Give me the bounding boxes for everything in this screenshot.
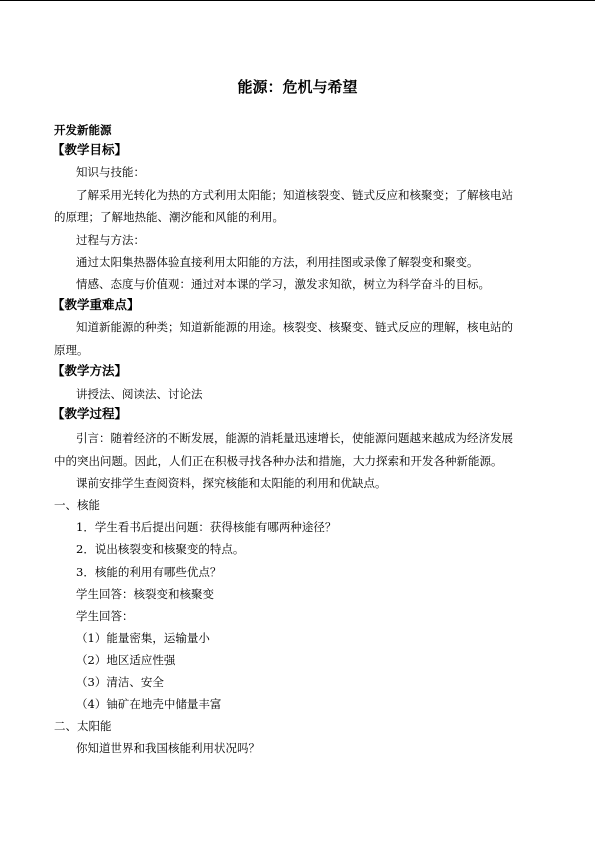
question-2: 2．说出核裂变和核聚变的特点。 <box>76 542 245 556</box>
knowledge-label: 知识与技能： <box>76 165 145 179</box>
part1-heading: 一、核能 <box>54 498 100 512</box>
advantage-item: （4）铀矿在地壳中储量丰富 <box>76 697 222 711</box>
question-1: 1．学生看书后提出问题：获得核能有哪两种途径？ <box>76 520 337 534</box>
question-3: 3．核能的利用有哪些优点？ <box>76 565 222 579</box>
part2-question: 你知道世界和我国核能利用状况吗？ <box>76 741 260 755</box>
answer-2-label: 学生回答： <box>76 609 134 623</box>
part2-heading: 二、太阳能 <box>54 719 112 733</box>
advantage-item: （1）能量密集，运输量小 <box>76 631 210 645</box>
prep-text: 课前安排学生查阅资料，探究核能和太阳能的利用和优缺点。 <box>76 476 387 490</box>
process-text: 通过太阳集热器体验直接利用太阳能的方法，利用挂图或录像了解裂变和聚变。 <box>76 255 479 269</box>
methods-heading: 【教学方法】 <box>52 363 128 378</box>
knowledge-line-1: 了解采用光转化为热的方式利用太阳能；知道核裂变、链式反应和核聚变；了解核电站 <box>76 188 513 202</box>
section-title: 开发新能源 <box>54 123 112 137</box>
top-rule <box>0 0 595 1</box>
key-points-line-2: 原理。 <box>54 343 89 357</box>
intro-line-1: 引言：随着经济的不断发展，能源的消耗量迅速增长，使能源问题越来越成为经济发展 <box>76 431 513 445</box>
knowledge-line-2: 的原理；了解地热能、潮汐能和风能的利用。 <box>54 210 284 224</box>
methods-text: 讲授法、阅读法、讨论法 <box>76 387 203 401</box>
answer-1: 学生回答：核裂变和核聚变 <box>76 587 214 601</box>
process-label: 过程与方法： <box>76 233 145 247</box>
key-points-line-1: 知道新能源的种类；知道新能源的用途。核裂变、核聚变、链式反应的理解，核电站的 <box>76 320 513 334</box>
intro-line-2: 中的突出问题。因此，人们正在积极寻找各种办法和措施，大力探索和开发各种新能源。 <box>54 454 503 468</box>
objectives-heading: 【教学目标】 <box>52 142 128 157</box>
document-title: 能源：危机与希望 <box>237 78 358 96</box>
advantage-item: （2）地区适应性强 <box>76 653 176 667</box>
advantage-item: （3）清洁、安全 <box>76 675 164 689</box>
key-points-heading: 【教学重难点】 <box>52 297 140 312</box>
values-text: 情感、态度与价值观：通过对本课的学习，激发求知欲，树立为科学奋斗的目标。 <box>76 277 490 291</box>
process-heading: 【教学过程】 <box>52 406 128 421</box>
